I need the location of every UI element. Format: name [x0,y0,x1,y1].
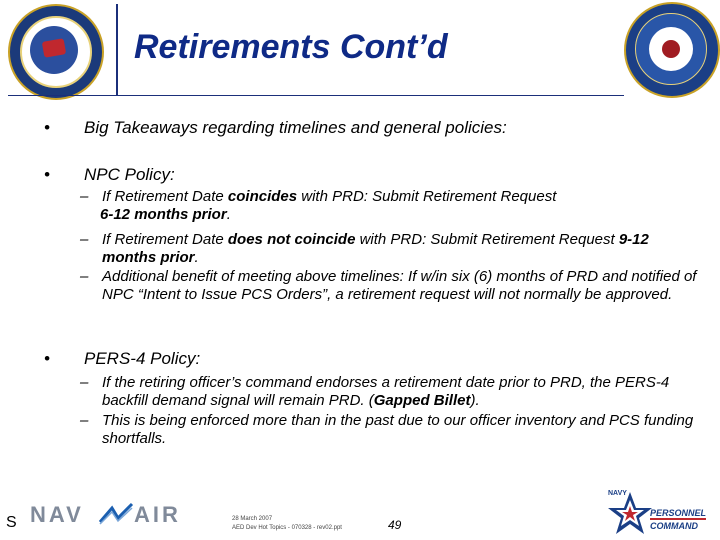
bullet-marker: • [44,349,50,368]
header-vertical-divider [116,4,118,96]
left-insignia-seal [8,4,104,100]
bullet-text: NPC Policy: [84,165,175,184]
navy-personnel-command-logo [606,490,714,536]
page-number: 49 [388,518,402,532]
logo-personnel-text: PERSONNEL [650,508,707,518]
navair-logo-right: AIR [134,502,181,527]
emphasis: 6-12 months prior [100,206,227,223]
navair-logo-left: NAV [30,502,84,527]
emphasis: 9-12 months prior [102,231,649,266]
emphasis: does not coincide [227,231,356,248]
header-horizontal-rule [8,95,624,96]
logo-command-text: COMMAND [650,521,698,531]
bullet-text: PERS-4 Policy: [84,349,201,368]
bullet-marker: • [44,165,50,184]
logo-navy-text: NAVY [608,490,627,497]
bullet-text: Big Takeaways regarding timelines and general policies: [84,118,507,137]
footer-date: 28 March 2007 [232,516,273,522]
emphasis: Gapped Billet [373,392,471,409]
footer-letter: S [6,514,17,531]
navair-logo [30,502,190,526]
right-insignia-seal [624,2,720,98]
emphasis: coincides [227,188,298,205]
slide-title: Retirements Cont’d [134,28,448,66]
navair-swoosh-icon [98,502,134,526]
footer-filename: AED Dev Hot Topics - 070328 - rev02.ppt [232,525,342,531]
bullet-marker: • [44,118,50,137]
